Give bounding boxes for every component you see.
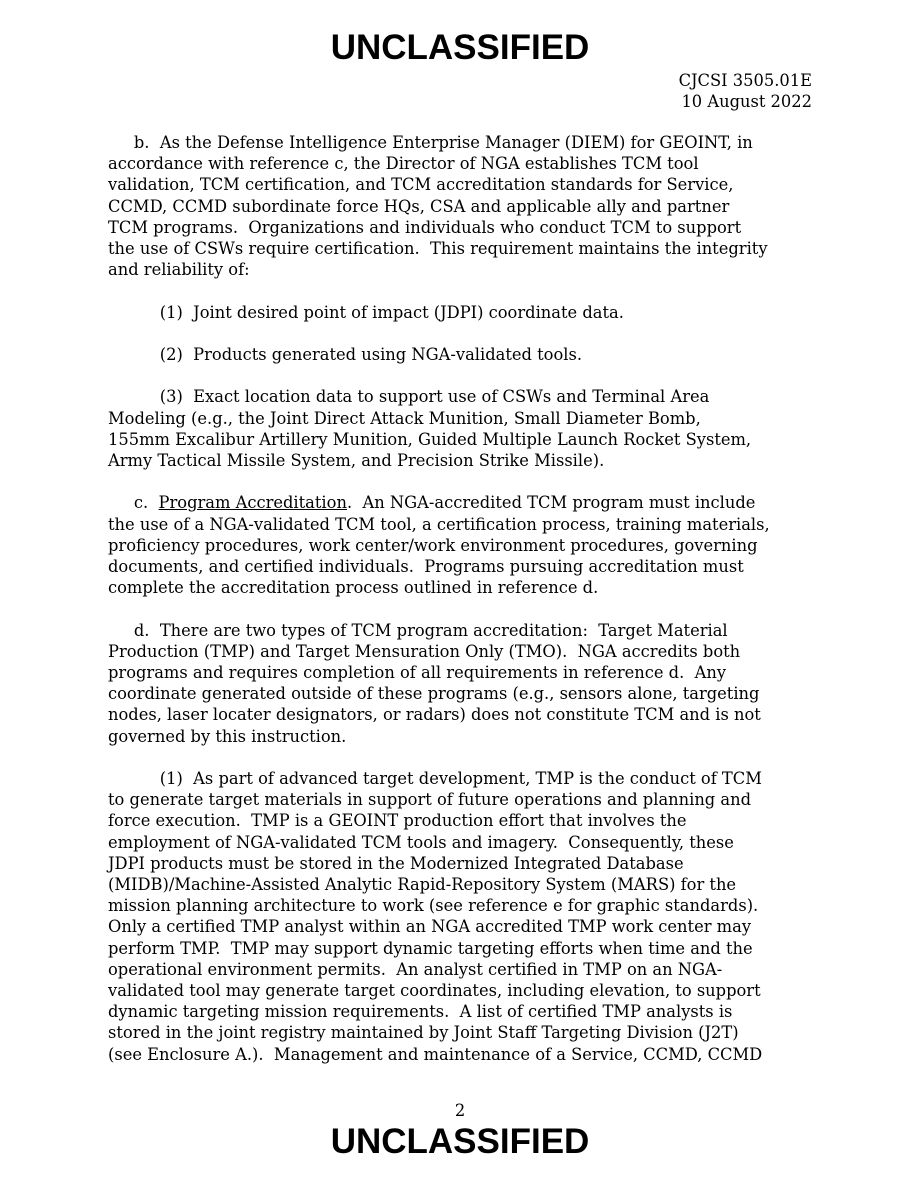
classification-banner-bottom: UNCLASSIFIED bbox=[330, 1122, 590, 1161]
paragraph-b: b. As the Defense Intelligence Enterprise Manager (DIEM) for GEOINT, in accordance with reference c, the Director of NGA establishes TCM tool validation, TCM certification, and TCM accreditation standards for Service, CCMD, CCMD subordinate force HQs, CSA and applicable ally and partner TCM programs. Organizations and individuals who conduct TCM to support the use of CSWs require certification. This requirement maintains the integrity and reliability of: bbox=[108, 133, 768, 280]
paragraph-b-3: (3) Exact location data to support use of CSWs and Terminal Area Modeling (e.g., the Joint Direct Attack Munition, Small Diameter Bomb, 155mm Excalibur Artillery Munition, Guided Multiple Launch Rocket System, Army Tactical Missile System, and Precision Strike Missile). bbox=[108, 387, 752, 470]
document-identifier bbox=[679, 70, 812, 112]
doc-date: 10 August 2022 bbox=[681, 92, 812, 112]
page-number: 2 bbox=[454, 1101, 466, 1120]
paragraph-b-2: (2) Products generated using NGA-validated tools. bbox=[108, 345, 583, 364]
paragraph-c-heading: Program Accreditation bbox=[158, 493, 347, 513]
doc-number: CJCSI 3505.01E bbox=[678, 71, 812, 90]
paragraph-b-1: (1) Joint desired point of impact (JDPI) coordinate data. bbox=[108, 302, 624, 322]
paragraph-d: d. There are two types of TCM program accreditation: Target Material Production (TMP) and Target Mensuration Only (TMO). NGA accredits both programs and requires completion of all requirements in reference d. Any coordinate generated outside of these programs (e.g., sensors alone, targeting nodes, laser locater designators, or radars) does not constitute TCM and is not governed by this instruction. bbox=[108, 620, 761, 746]
paragraph-c-lead: c. bbox=[108, 493, 159, 513]
classification-banner-top: UNCLASSIFIED bbox=[330, 28, 590, 67]
document-body bbox=[108, 132, 828, 1086]
paragraph-d-1: (1) As part of advanced target development, TMP is the conduct of TCM to generate target materials in support of future operations and planning and force execution. TMP is a GEOINT production effort that involves the employment of NGA-validated TCM tools and imagery. Consequently, these JDPI products must be stored in the Modernized Integrated Database (MIDB)/Machine-Assisted Analytic Rapid-Repository System (MARS) for the mission planning architecture to work (see reference e for graphic standards). Only a certified TMP analyst within an NGA accredited TMP work center may perform TMP. TMP may support dynamic targeting efforts when time and the operational environment permits. An analyst certified in TMP on an NGA- validated tool may generate target coordinates, including elevation, to support dynamic targeting mission requirements. A list of certified TMP analysts is stored in the joint registry maintained by Joint Staff Targeting Division (J2T) (see Enclosure A.). Management and maintenance of a Service, CCMD, CCMD bbox=[108, 769, 763, 1064]
paragraph-c bbox=[108, 492, 828, 598]
paragraph-c-text: . An NGA-accredited TCM program must include the use of a NGA-validated TCM tool, a certification process, training materials, proficiency procedures, work center/work environment procedures, governing documents, and certified individuals. Programs pursuing accreditation must complete the accreditation process outlined in reference d. bbox=[108, 493, 770, 598]
